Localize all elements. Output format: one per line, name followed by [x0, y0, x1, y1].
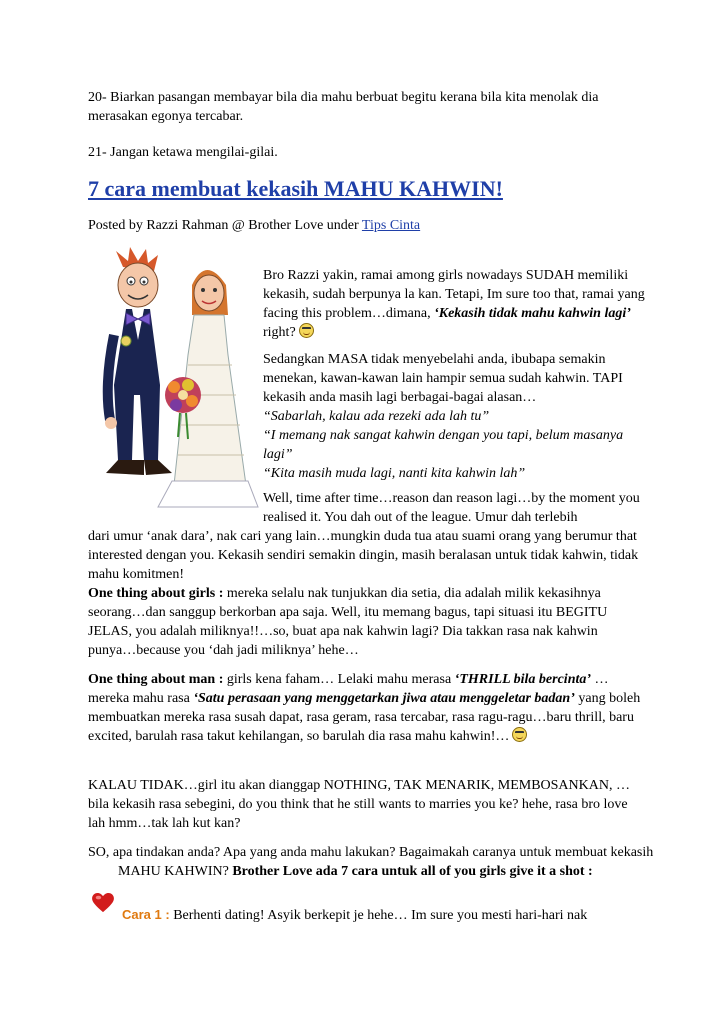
man-label: One thing about man : — [88, 672, 224, 687]
intro-text-2: Sedangkan MASA tidak menyebelahi anda, ibubapa semakin menekan, kawan-kawan lain hampir semua sudah kahwin. TAPI kekasih anda masih lagi berbagai-bagai alasan… — [263, 352, 623, 405]
category-link[interactable]: Tips Cinta — [361, 218, 421, 233]
man-text-2: …mereka mahu rasa — [88, 672, 609, 706]
paragraph-tip-20: 20- Biarkan pasangan membayar bila dia mahu berbuat begitu kerana bila kita menolak dia merasakan egonya tercabar. — [88, 90, 599, 124]
intro-paragraph-2 — [263, 350, 648, 483]
cara-1-line — [122, 905, 587, 925]
groom-figure — [105, 247, 172, 475]
heart-icon — [92, 893, 114, 913]
smiley-icon — [512, 727, 527, 742]
so-bold: Brother Love ada 7 cara untuk all of you girls give it a shot : — [232, 864, 593, 879]
man-text-3: yang boleh membuatkan mereka rasa susah dapat, rasa geram, rasa tercabar, rasa ragu-ragu…baru thrill, baru excited, barulah rasa takut kehilangan, so barulah dia rasa mahu kahwin!… — [88, 691, 641, 744]
paragraph-kalau-tidak: KALAU TIDAK…girl itu akan dianggap NOTHING, TAK MENARIK, MEMBOSANKAN, …bila kekasih rasa sebegini, do you think that he still wants to marries you ke? hehe, rasa bro love lah hmm…tak lah kut kan? — [88, 778, 630, 831]
excuse-quote-1: “Sabarlah, kalau ada rezeki ada lah tu” — [263, 409, 490, 424]
man-emphasis-1: ‘THRILL bila bercinta’ — [454, 672, 592, 687]
paragraph-man — [88, 670, 648, 746]
cara-1-text: Berhenti dating! Asyik berkepit je hehe… Im sure you mesti hari-hari nak — [169, 908, 588, 923]
so-text: SO, apa tindakan anda? Apa yang anda mahu lakukan? Bagaimakah caranya untuk membuat kekasih MAHU KAHWIN? — [88, 845, 654, 879]
byline-text: Posted by Razzi Rahman @ Brother Love under — [88, 218, 362, 233]
excuse-quote-3: “Kita masih muda lagi, nanti kita kahwin lah” — [263, 466, 526, 481]
girls-text: mereka selalu nak tunjukkan dia setia, dia adalah milik kekasihnya seorang…dan sanggup berkorban apa saja. Well, itu memang bagus, tapi situasi itu BEGITU JELAS, you adalah miliknya!!…so, buat apa nak kahwin lagi? Dia takkan rasa nak kahwin punya…because you ‘dah jadi miliknya’ hehe… — [88, 586, 608, 658]
intro-paragraph-1 — [263, 266, 648, 342]
article-title[interactable]: 7 cara membuat kekasih MAHU KAHWIN! — [88, 176, 503, 201]
paragraph-so — [88, 843, 678, 881]
man-emphasis-2: ‘Satu perasaan yang menggetarkan jiwa atau menggeletar badan’ — [193, 691, 575, 706]
cara-1-label: Cara 1 : — [122, 907, 170, 922]
intro-paragraph-3-full: dari umur ‘anak dara’, nak cari yang lain…mungkin duda tua atau suami orang yang berumur that interested dengan you. Kekasih sendiri semakin dingin, masih beralasan untuk tidak kahwin, tidak mahu komitmen! — [88, 529, 639, 582]
intro-emphasis: ‘Kekasih tidak mahu kahwin lagi’ — [434, 306, 631, 321]
intro-text-1: Bro Razzi yakin, ramai among girls nowadays SUDAH memiliki kekasih, sudah berpunya la kan. Tetapi, Im sure too that, ramai yang facing this problem…dimana, — [263, 268, 645, 321]
man-text-1: girls kena faham… Lelaki mahu merasa — [223, 672, 455, 687]
intro-tail: right? — [263, 325, 296, 340]
post-byline — [88, 216, 648, 235]
paragraph-tip-21: 21- Jangan ketawa mengilai-gilai. — [88, 145, 278, 160]
intro-paragraph-3-right: Well, time after time…reason dan reason lagi…by the moment you realised it. You dah out of the league. Umur dah terlebih — [263, 491, 640, 525]
excuse-quote-2: “I memang nak sangat kahwin dengan you tapi, belum masanya lagi” — [263, 428, 624, 462]
paragraph-girls — [88, 584, 648, 660]
smiley-icon — [299, 323, 314, 338]
couple-illustration — [88, 245, 260, 515]
girls-label: One thing about girls : — [88, 586, 224, 601]
